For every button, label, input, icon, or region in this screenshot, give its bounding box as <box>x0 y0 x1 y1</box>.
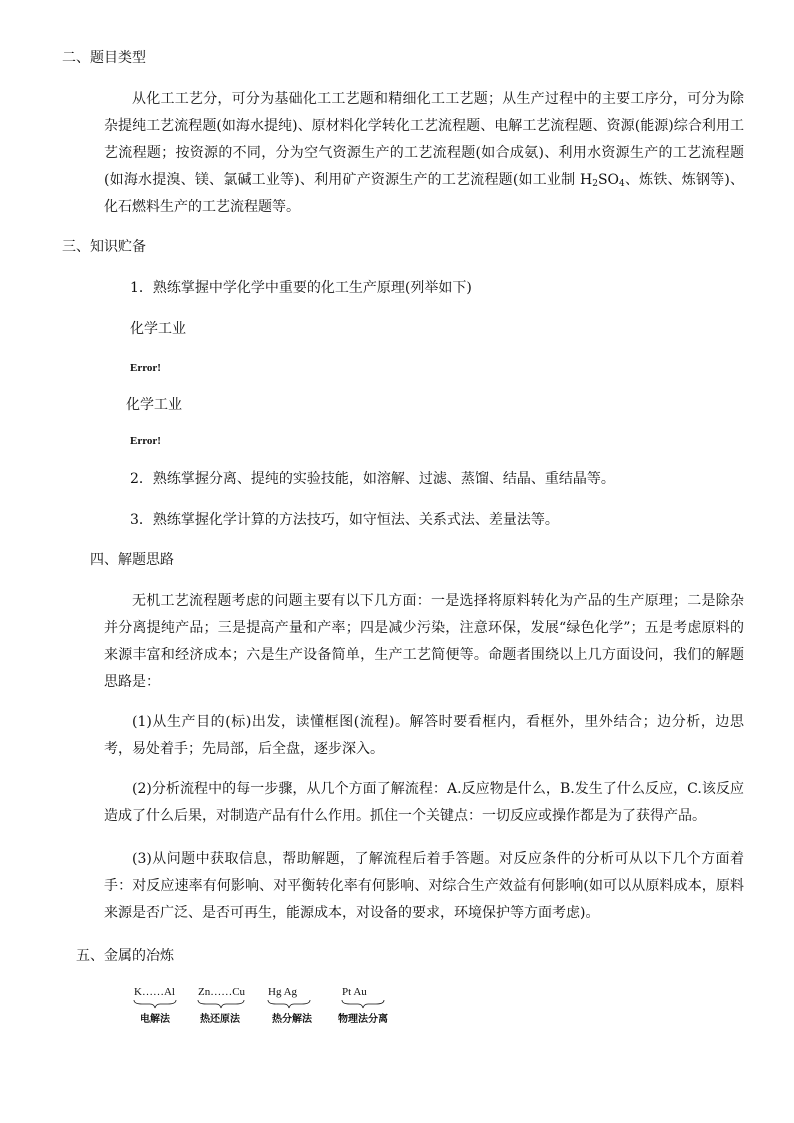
knowledge-item-3: 3．熟练掌握化学计算的方法技巧，如守恒法、关系式法、差量法等。 <box>130 512 559 528</box>
paragraph-question-types <box>104 86 744 226</box>
section-heading-metal-smelting: 五、金属的冶炼 <box>76 948 174 964</box>
paragraph-approach-intro: 无机工艺流程题考虑的问题主要有以下几方面：一是选择将原料转化为产品的生产原理；二是除杂并分离提纯产品；三是提高产量和产率；四是减少污染，注意环保，发展“绿色化学”；五是考虑原料的来源丰富和经济成本；六是生产设备简单，生产工艺简便等。命题者围绕以上几方面设问，我们的解题思路是： <box>104 593 744 690</box>
error-placeholder-1: Error! <box>130 362 161 374</box>
knowledge-item-1: 1．熟练掌握中学化学中重要的化工生产原理(列举如下) <box>130 280 472 296</box>
label-chemical-industry-2: 化学工业 <box>126 397 182 413</box>
metal-group-3: Hg Ag <box>268 986 298 998</box>
paragraph-tail: 、炼铁、炼钢等)、化石燃料生产的工艺流程题等。 <box>104 172 744 215</box>
brace-3 <box>268 1000 310 1008</box>
label-chemical-industry-1: 化学工业 <box>130 321 186 337</box>
section-heading-knowledge: 三、知识贮备 <box>62 239 146 255</box>
method-label-2: 热还原法 <box>200 1014 240 1025</box>
paragraph-step-3: (3)从问题中获取信息，帮助解题，了解流程后着手答题。对反应条件的分析可从以下几个方面着手：对反应速率有何影响、对平衡转化率有何影响、对综合生产效益有何影响(如可以从原料成本，原料来源是否广泛、是否可再生，能源成本，对设备的要求，环境保护等方面考虑)。 <box>104 851 744 921</box>
metal-group-2: Zn……Cu <box>198 986 246 998</box>
paragraph-step-1: (1)从生产目的(标)出发，读懂框图(流程)。解答时要看框内，看框外，里外结合；边分析，边思考，易处着手；先局部，后全盘，逐步深入。 <box>104 714 744 757</box>
method-label-3: 热分解法 <box>272 1014 312 1025</box>
metal-group-4: Pt Au <box>342 986 367 998</box>
formula-subscript: 4 <box>619 179 625 189</box>
method-label-1: 电解法 <box>140 1014 170 1025</box>
section-heading-question-types: 二、题目类型 <box>62 50 146 66</box>
formula-middle: SO <box>597 172 620 188</box>
method-label-4: 物理法分离 <box>338 1014 388 1025</box>
knowledge-item-2: 2．熟练掌握分离、提纯的实验技能，如溶解、过滤、蒸馏、结晶、重结晶等。 <box>130 471 615 487</box>
metal-group-1: K……Al <box>134 986 175 998</box>
formula-base: H <box>579 172 593 188</box>
paragraph-text: 从化工工艺分，可分为基础化工工艺题和精细化工工艺题；从生产过程中的主要工序分，可分为除杂提纯工艺流程题(如海水提纯)、原材料化学转化工艺流程题、电解工艺流程题、资源(能源)综合利用工艺流程题；按资源的不同，分为空气资源生产的工艺流程题(如合成氨)、利用水资源生产的工艺流程题(如海水提溴、镁、氯碱工业等)、利用矿产资源生产的工艺流程题(如工业制 <box>104 91 744 188</box>
brace-2 <box>198 1000 244 1008</box>
section-heading-approach: 四、解题思路 <box>90 552 174 568</box>
brace-4 <box>342 1000 384 1008</box>
paragraph-step-2: (2)分析流程中的每一步骤，从几个方面了解流程：A.反应物是什么，B.发生了什么反应，C.该反应造成了什么后果，对制造产品有什么作用。抓住一个关键点：一切反应或操作都是为了获得产品。 <box>104 781 744 824</box>
error-placeholder-2: Error! <box>130 435 161 447</box>
group-braces <box>130 998 400 1010</box>
formula-h2so4 <box>580 172 625 188</box>
brace-1 <box>134 1000 176 1008</box>
formula-subscript: 2 <box>592 179 598 189</box>
